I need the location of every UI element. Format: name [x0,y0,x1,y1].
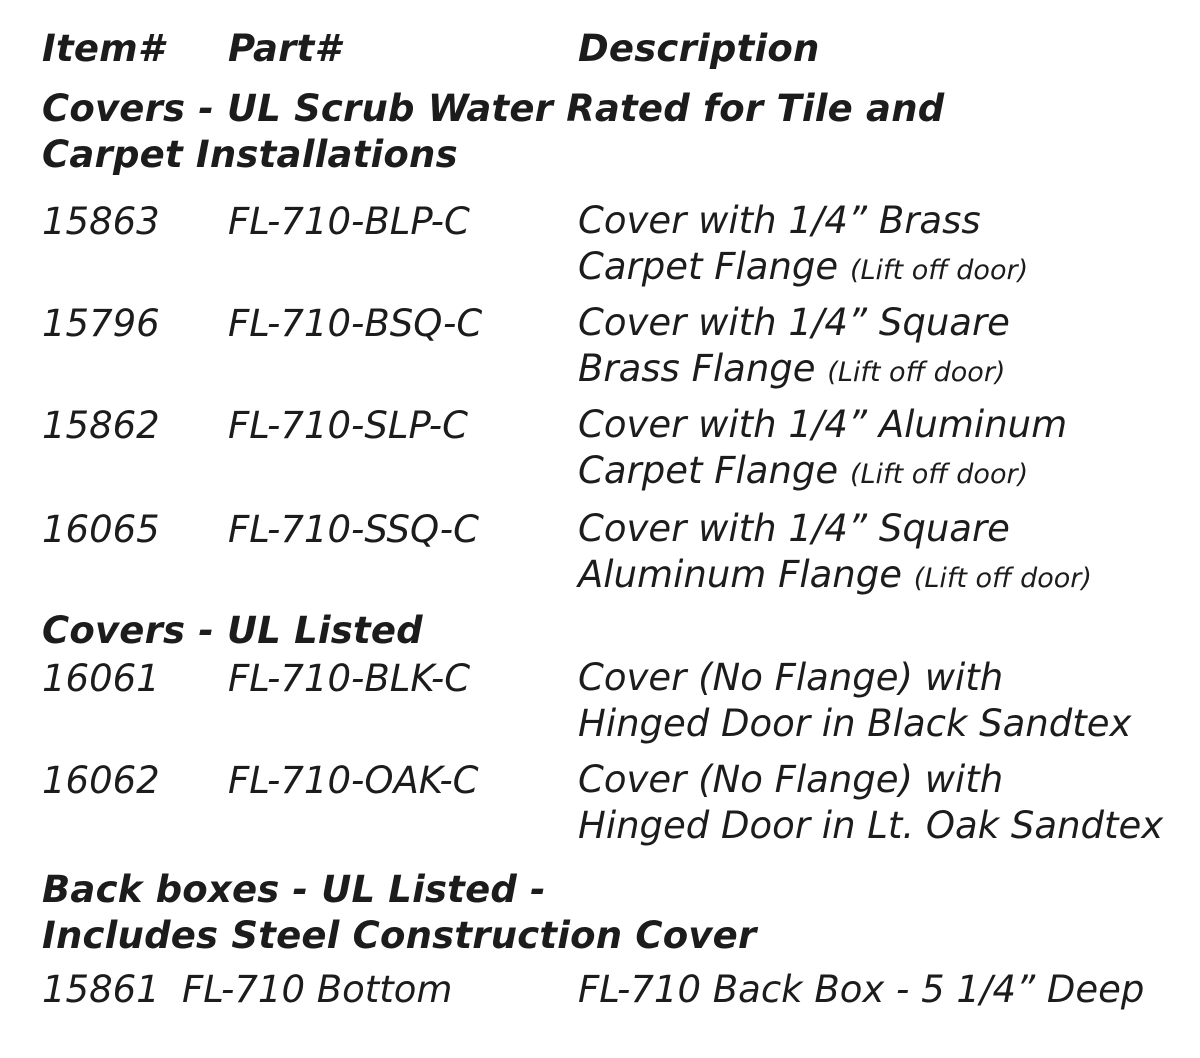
item-number: 15861 [42,968,160,1011]
part-number: FL-710-SSQ-C [228,508,479,551]
description: Cover with 1/4” Brass Carpet Flange (Lift off door) [578,199,1029,288]
part-number: FL-710-BLP-C [228,200,470,243]
item-number: 16061 [42,657,160,700]
description: Cover with 1/4” Aluminum Carpet Flange (Lift off door) [578,403,1068,492]
part-number: FL-710-BLK-C [228,657,471,700]
item-number: 15862 [42,404,160,447]
section-title [42,86,944,178]
part-number: FL-710 Bottom [182,968,453,1011]
section-title-line: Includes Steel Construction Cover [42,914,757,957]
lift-off-door-note: (Lift off door) [913,563,1092,594]
lift-off-door-note: (Lift off door) [827,357,1006,388]
item-number: 16065 [42,508,160,551]
header-item: Item# [42,27,164,70]
item-number: 15796 [42,302,160,345]
description: Cover (No Flange) with Hinged Door in Black Sandtex [578,656,1132,745]
section-title-line: Covers - UL Listed [42,609,423,652]
description: Cover with 1/4” Square Aluminum Flange (Lift off door) [578,507,1092,596]
item-number: 16062 [42,759,160,802]
description: Cover (No Flange) with Hinged Door in Lt. Oak Sandtex [578,758,1164,847]
lift-off-door-note: (Lift off door) [849,255,1029,286]
section-title [42,867,756,959]
description: FL-710 Back Box - 5 1/4” Deep [578,968,1145,1011]
header-description: Description [578,27,820,70]
section-title-line: Back boxes - UL Listed - [42,868,546,911]
description: Cover with 1/4” Square Brass Flange (Lift off door) [578,301,1010,390]
section-title [42,608,423,654]
part-number: FL-710-SLP-C [228,404,468,447]
section-title-line: Covers - UL Scrub Water Rated for Tile and [42,87,945,130]
section-title-line: Carpet Installations [42,133,458,176]
item-number: 15863 [42,200,160,243]
part-number: FL-710-OAK-C [228,759,479,802]
part-number: FL-710-BSQ-C [228,302,483,345]
header-part: Part# [228,27,341,70]
lift-off-door-note: (Lift off door) [849,459,1029,490]
